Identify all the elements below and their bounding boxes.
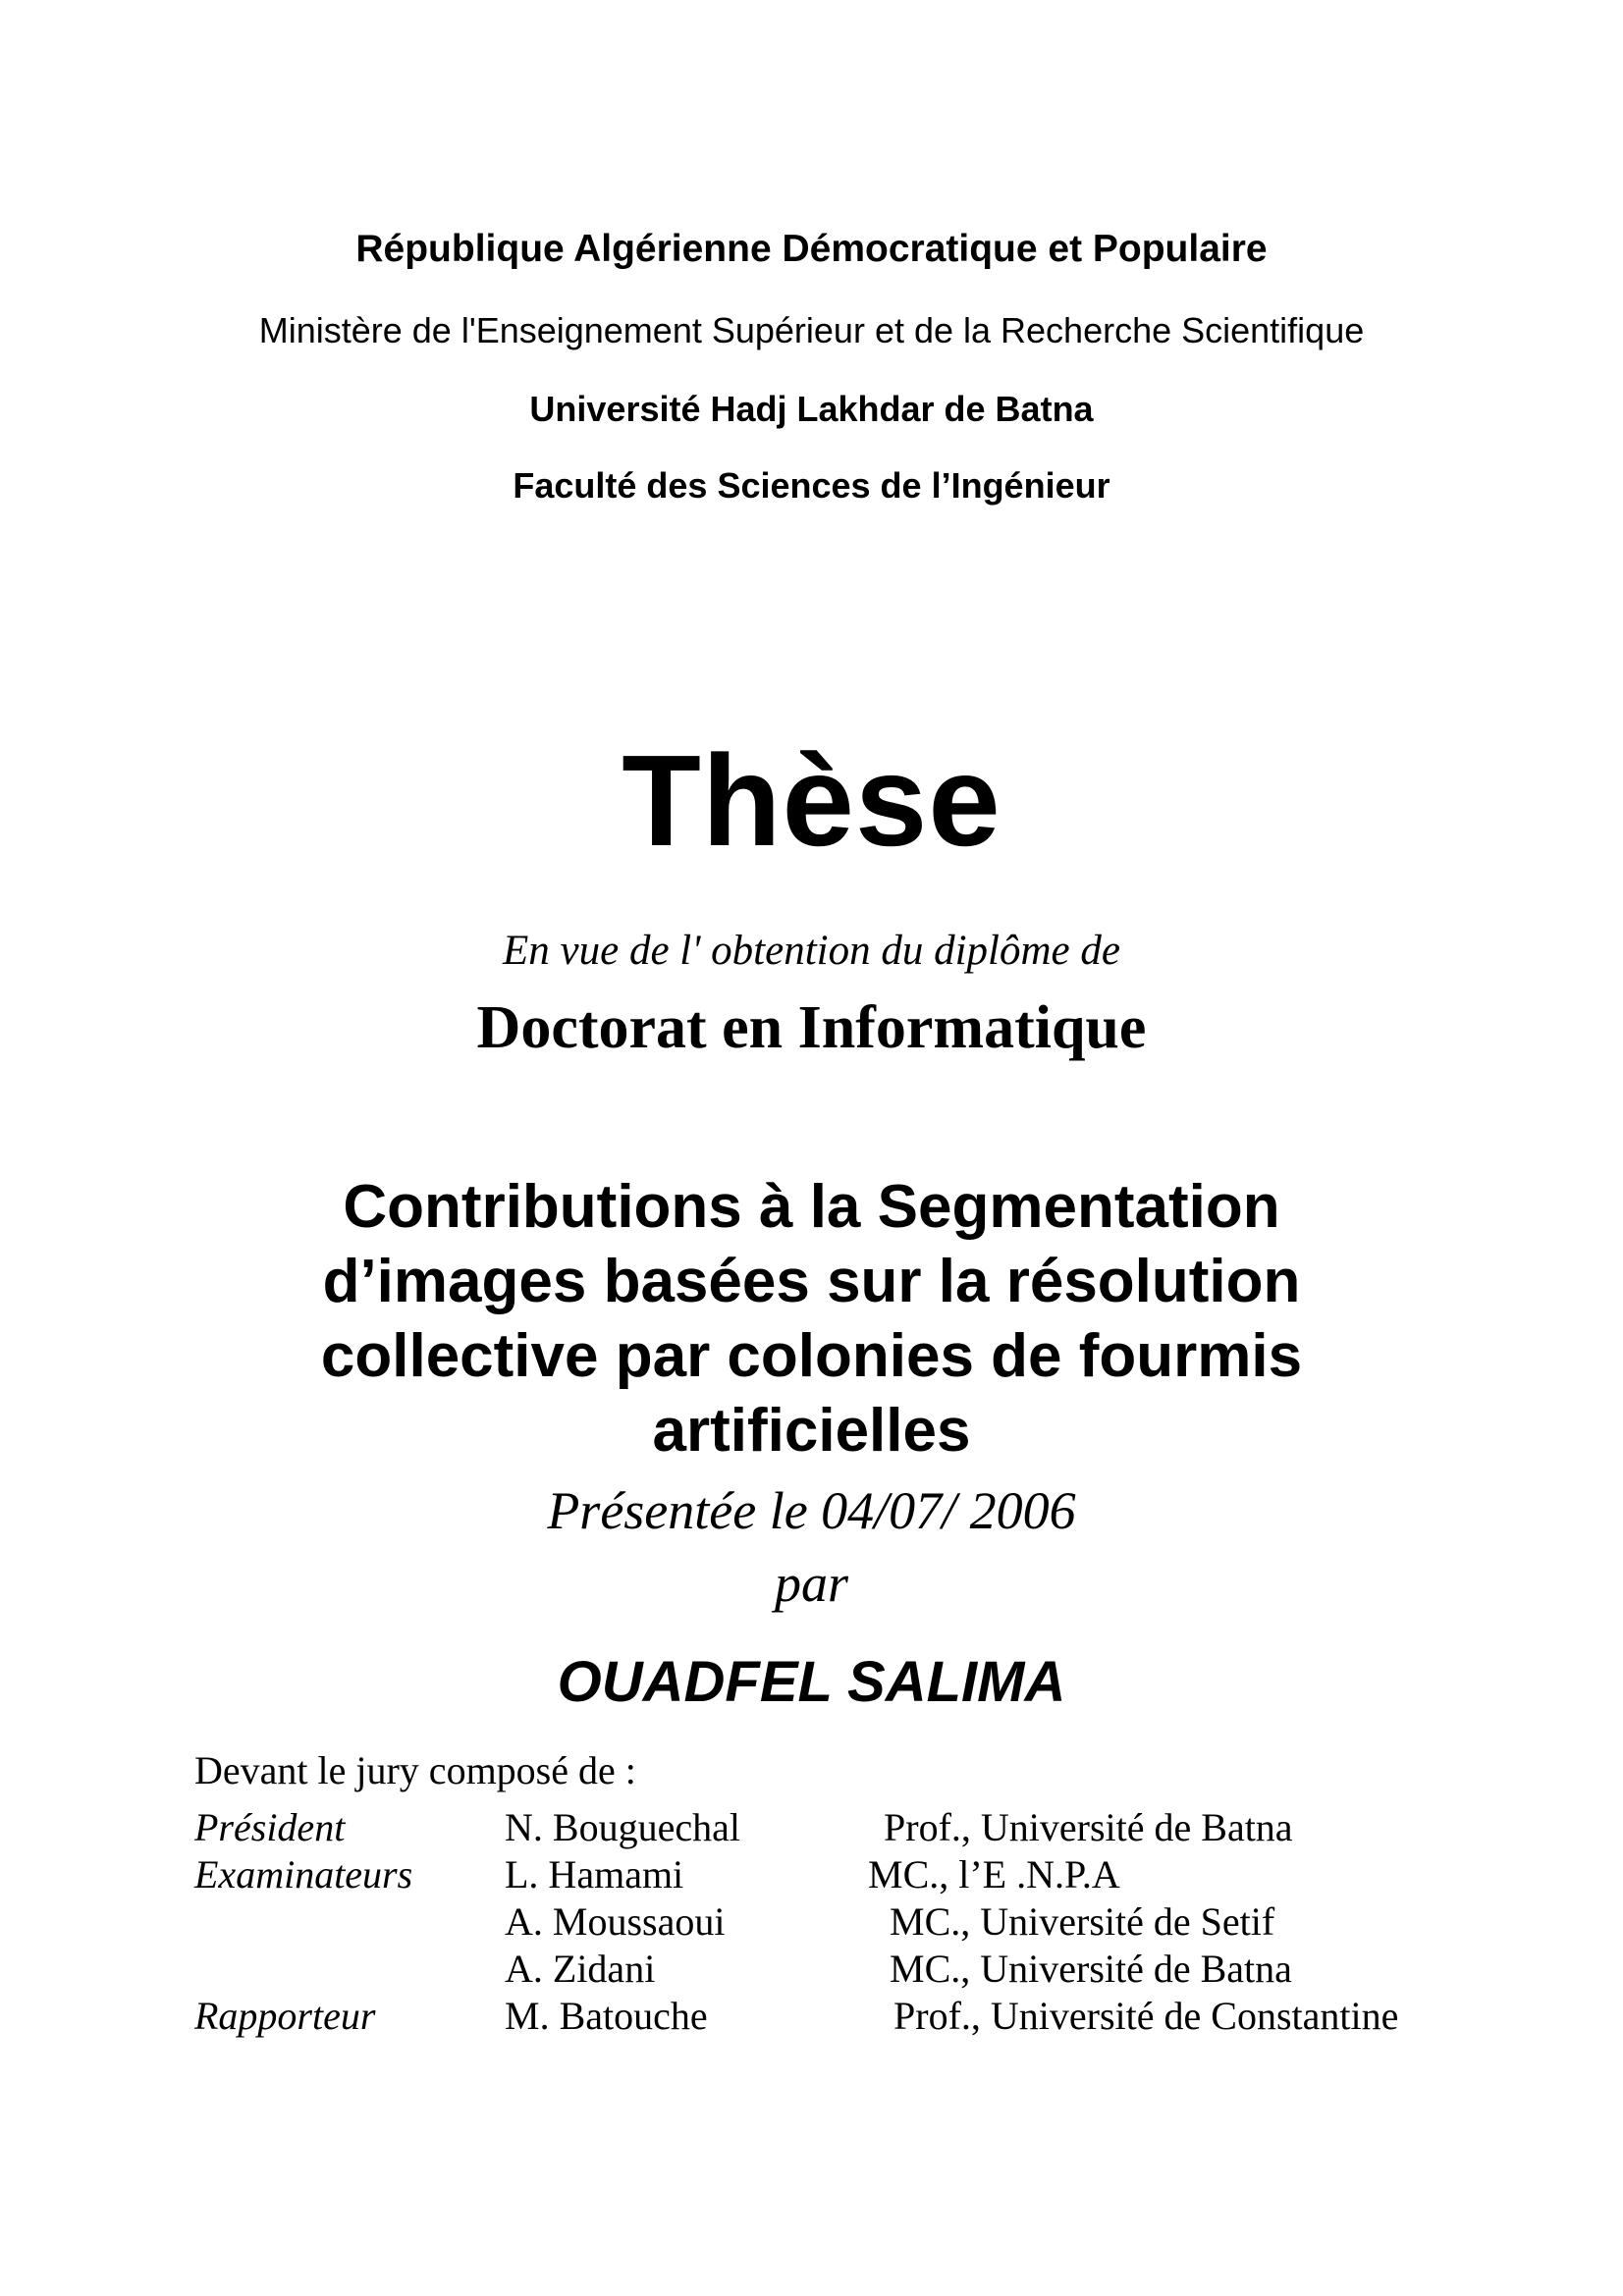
jury-affiliation: MC., Université de Batna — [890, 1947, 1292, 1991]
jury-name: A. Moussaoui — [505, 1899, 726, 1944]
author-name: OUADFEL SALIMA — [557, 1650, 1066, 1714]
jury-name: A. Zidani — [505, 1947, 656, 1991]
degree-name: Doctorat en Informatique — [476, 994, 1147, 1061]
ministry-name: Ministère de l'Enseignement Supérieur et de la Recherche Scientifique — [258, 310, 1365, 350]
jury-role: Rapporteur — [194, 1994, 376, 2038]
jury-affiliation: MC., Université de Setif — [890, 1899, 1275, 1944]
obtention-statement: En vue de l' obtention du diplôme de — [503, 928, 1120, 974]
jury-affiliation: Prof., Université de Batna — [884, 1805, 1293, 1849]
jury-affiliation: Prof., Université de Constantine — [893, 1994, 1399, 2038]
jury-name: L. Hamami — [505, 1852, 684, 1896]
jury-member-row — [0, 1993, 1623, 2040]
jury-name: M. Batouche — [505, 1994, 708, 2038]
jury-member-row — [0, 1804, 1623, 1851]
jury-affiliation: MC., l’E .N.P.A — [868, 1852, 1120, 1896]
republic-name: République Algérienne Démocratique et Populaire — [355, 228, 1268, 270]
jury-member-row — [0, 1946, 1623, 1993]
thesis-title-line: collective par colonies de fourmis — [320, 1322, 1303, 1390]
jury-role: Président — [194, 1805, 346, 1849]
university-name: Université Hadj Lakhdar de Batna — [529, 389, 1094, 429]
document-type-heading: Thèse — [622, 728, 1001, 873]
jury-role: Examinateurs — [194, 1852, 413, 1896]
faculty-name: Faculté des Sciences de l’Ingénieur — [513, 465, 1110, 506]
thesis-title-line: artificielles — [652, 1397, 971, 1465]
jury-member-row — [0, 1898, 1623, 1946]
by-label: par — [774, 1554, 848, 1613]
thesis-title — [0, 1170, 1623, 1468]
thesis-title-line: d’images basées sur la résolution — [322, 1248, 1301, 1315]
jury-heading: Devant le jury composé de : — [194, 1748, 636, 1792]
presentation-date: Présentée le 04/07/ 2006 — [547, 1481, 1076, 1540]
jury-name: N. Bouguechal — [505, 1805, 740, 1849]
jury-member-row — [0, 1851, 1623, 1898]
thesis-title-line: Contributions à la Segmentation — [343, 1173, 1280, 1241]
